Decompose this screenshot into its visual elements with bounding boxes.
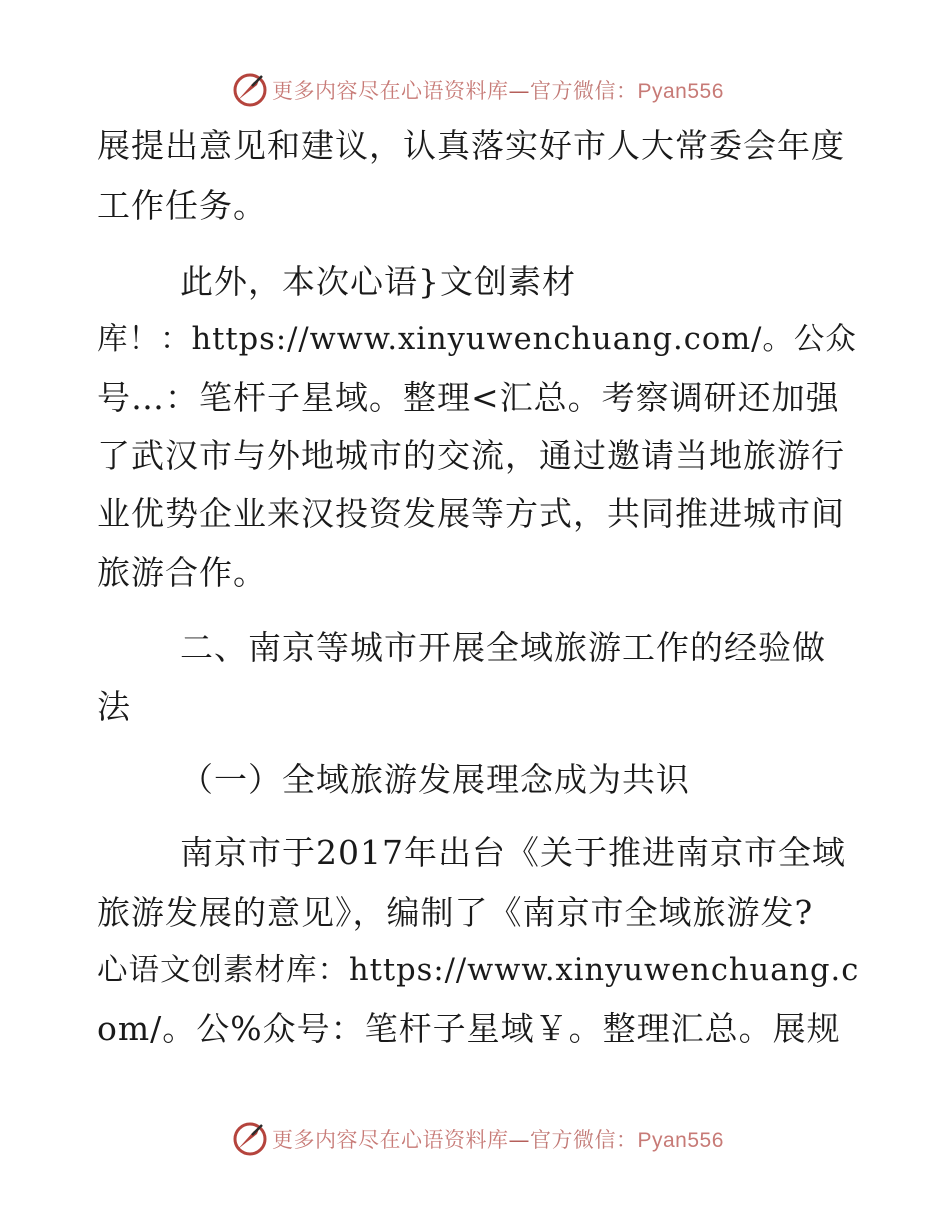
footer-watermark [232, 1121, 724, 1157]
banner-main-text: 更多内容尽在心语资料库 [272, 1128, 509, 1152]
section-heading: 二、南京等城市开展全域旅游工作的经验做 [180, 628, 826, 667]
body-line: 库！：https://www.xinyuwenchuang.com/。公众 [97, 322, 857, 357]
body-line: 号…：笔杆子星域。整理<汇总。考察调研还加强 [97, 378, 840, 417]
banner-wechat-id: Pyan556 [637, 1129, 724, 1152]
body-line: 旅游发展的意见》，编制了《南京市全域旅游发? [97, 893, 814, 932]
body-line: 旅游合作。 [97, 553, 267, 592]
body-line: 了武汉市与外地城市的交流，通过邀请当地旅游行 [97, 436, 845, 475]
banner-separator: — [508, 79, 530, 103]
section-heading: 法 [97, 687, 131, 726]
quill-pen-logo-icon [232, 72, 268, 108]
header-watermark [232, 72, 724, 108]
banner-wechat-label: 官方微信： [530, 1128, 638, 1152]
body-line: 南京市于2017年出台《关于推进南京市全域 [180, 833, 846, 872]
subsection-heading: （一）全域旅游发展理念成为共识 [180, 760, 690, 799]
banner-wechat-label: 官方微信： [530, 79, 638, 103]
body-line: 此外，本次心语}文创素材 [180, 262, 576, 301]
body-line: 展提出意见和建议，认真落实好市人大常委会年度 [97, 126, 845, 165]
body-line: om/。公%众号：笔杆子星域￥。整理汇总。展规 [97, 1009, 841, 1048]
banner-wechat-id: Pyan556 [637, 80, 724, 103]
quill-pen-logo-icon [232, 1121, 268, 1157]
banner-main-text: 更多内容尽在心语资料库 [272, 79, 509, 103]
banner-separator: — [508, 1128, 530, 1152]
body-line: 业优势企业来汉投资发展等方式，共同推进城市间 [97, 494, 845, 533]
body-line: 工作任务。 [97, 186, 267, 225]
body-line: 心语文创素材库：https://www.xinyuwenchuang.c [97, 953, 860, 988]
